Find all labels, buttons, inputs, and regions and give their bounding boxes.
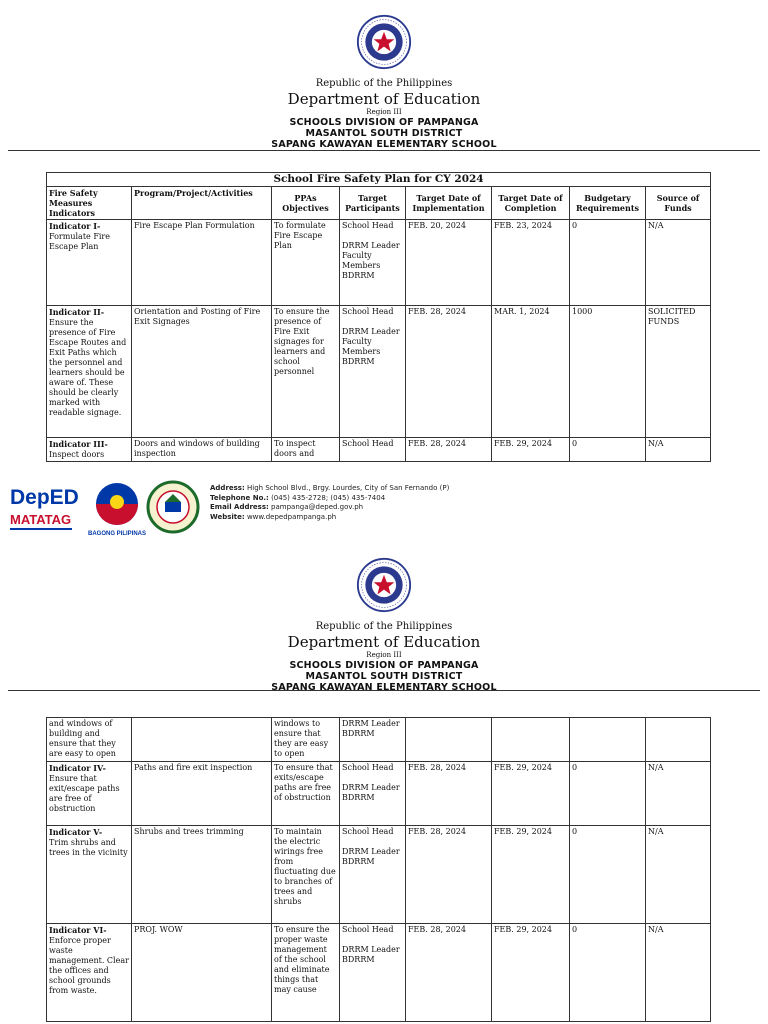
- participants-cell: [340, 924, 406, 1022]
- participant: BDRRM: [342, 729, 375, 738]
- table-row: [47, 924, 711, 1022]
- contact-info: Address: High School Blvd., Brgy. Lourdes, City of San Fernando (P) Telephone No.: (045) 435-2728; (045) 435-7404 Email Address: pampanga@deped.gov.ph Website: www.depedpampanga.ph: [210, 484, 450, 521]
- indicator-cell: [47, 762, 132, 826]
- budget-cell: 0: [570, 924, 646, 1022]
- implementation-date-cell: FEB. 28, 2024: [406, 826, 492, 924]
- participant: DRRM Leader: [342, 945, 400, 954]
- participant: Faculty Members: [342, 337, 381, 356]
- participant: BDRRM: [342, 857, 375, 866]
- source-of-funds-cell: N/A: [646, 826, 711, 924]
- participants-cell: [340, 438, 406, 462]
- column-header: Fire Safety Measures Indicators: [47, 187, 132, 220]
- indicator-text: Ensure the presence of Fire Escape Routes and Exit Paths which the personnel and learners should be aware of. These should be clearly marked with readable signage.: [49, 318, 127, 417]
- address-text: High School Blvd., Brgy. Lourdes, City of San Fernando (P): [247, 484, 450, 492]
- region-text: Region III: [366, 108, 402, 116]
- column-header: Source of Funds: [646, 187, 711, 220]
- indicator-label: Indicator V-: [49, 827, 103, 837]
- completion-date-cell: MAR. 1, 2024: [492, 306, 570, 438]
- indicator-text: Formulate Fire Escape Plan: [49, 232, 110, 251]
- column-header: Program/Project/Activities: [132, 187, 272, 220]
- division-text: SCHOOLS DIVISION OF PAMPANGA: [289, 117, 479, 128]
- source-of-funds-cell: [646, 718, 711, 762]
- participant: DRRM Leader: [342, 241, 400, 250]
- indicator-cell: [47, 826, 132, 924]
- participant: School Head: [342, 925, 394, 934]
- budget-cell: 0: [570, 438, 646, 462]
- objective-cell: To inspect doors and: [272, 438, 340, 462]
- indicator-label: Indicator IV-: [49, 763, 106, 773]
- participant: DRRM Leader: [342, 783, 400, 792]
- table-title: School Fire Safety Plan for CY 2024: [47, 173, 711, 187]
- source-of-funds-cell: N/A: [646, 220, 711, 306]
- indicator-cell: [47, 924, 132, 1022]
- implementation-date-cell: FEB. 28, 2024: [406, 924, 492, 1022]
- participants-cell: [340, 306, 406, 438]
- district-text: MASANTOL SOUTH DISTRICT: [305, 128, 463, 139]
- implementation-date-cell: FEB. 20, 2024: [406, 220, 492, 306]
- implementation-date-cell: FEB. 28, 2024: [406, 306, 492, 438]
- division-text: SCHOOLS DIVISION OF PAMPANGA: [289, 660, 479, 671]
- indicator-label: Indicator III-: [49, 439, 108, 449]
- participant: BDRRM: [342, 357, 375, 366]
- participant: DRRM Leader: [342, 327, 400, 336]
- fire-safety-plan-table-continued: [46, 717, 711, 1022]
- table-body: [47, 718, 711, 1022]
- telephone-text: (045) 435-2728; (045) 435-7404: [271, 493, 386, 502]
- source-of-funds-cell: N/A: [646, 438, 711, 462]
- footer: [8, 478, 758, 538]
- participant: Faculty Members: [342, 251, 381, 270]
- indicator-cell: [47, 718, 132, 762]
- website-link[interactable]: www.depedpampanga.ph: [246, 512, 337, 521]
- header-divider: [8, 150, 760, 151]
- participant: DRRM Leader: [342, 847, 400, 856]
- participant: BDRRM: [342, 793, 375, 802]
- table-title-row: [47, 173, 711, 187]
- region-text: Region III: [366, 651, 402, 659]
- header-divider: [8, 690, 760, 691]
- indicator-text: Enforce proper waste management. Clear the offices and school grounds from waste.: [49, 936, 129, 995]
- svg-text:MATATAG: MATATAG: [10, 512, 72, 527]
- objective-cell: windows to ensure that they are easy to open: [272, 718, 340, 762]
- indicator-text: and windows of building and ensure that they are easy to open: [49, 719, 116, 758]
- table-header-row: [47, 187, 711, 220]
- email-link[interactable]: pampanga@deped.gov.ph: [271, 503, 364, 511]
- participant: BDRRM: [342, 271, 375, 280]
- deped-seal-icon: [356, 14, 412, 70]
- department-title: Department of Education: [287, 90, 481, 108]
- participant: BDRRM: [342, 955, 375, 964]
- column-header: Target Participants: [340, 187, 406, 220]
- program-cell: Doors and windows of building inspection: [132, 438, 272, 462]
- budget-cell: 0: [570, 826, 646, 924]
- republic-text: Republic of the Philippines: [315, 78, 453, 89]
- program-cell: Orientation and Posting of Fire Exit Signages: [132, 306, 272, 438]
- budget-cell: 1000: [570, 306, 646, 438]
- source-of-funds-cell: N/A: [646, 924, 711, 1022]
- indicator-cell: [47, 220, 132, 306]
- implementation-date-cell: FEB. 28, 2024: [406, 762, 492, 826]
- program-cell: PROJ. WOW: [132, 924, 272, 1022]
- letterhead: [0, 0, 768, 150]
- participant: School Head: [342, 307, 394, 316]
- participant: School Head: [342, 763, 394, 772]
- republic-text: Republic of the Philippines: [315, 621, 453, 632]
- source-of-funds-cell: N/A: [646, 762, 711, 826]
- indicator-label: Indicator II-: [49, 307, 105, 317]
- indicator-cell: [47, 306, 132, 438]
- implementation-date-cell: [406, 718, 492, 762]
- school-name: SAPANG KAWAYAN ELEMENTARY SCHOOL: [271, 139, 497, 150]
- table-row: [47, 762, 711, 826]
- completion-date-cell: FEB. 23, 2024: [492, 220, 570, 306]
- objective-cell: To formulate Fire Escape Plan: [272, 220, 340, 306]
- svg-text:BAGONG PILIPINAS: BAGONG PILIPINAS: [88, 531, 146, 537]
- participant: School Head: [342, 827, 394, 836]
- completion-date-cell: FEB. 29, 2024: [492, 762, 570, 826]
- table-row: [47, 718, 711, 762]
- table-row: [47, 220, 711, 306]
- participant: School Head: [342, 221, 394, 230]
- district-text: MASANTOL SOUTH DISTRICT: [305, 671, 463, 682]
- budget-cell: 0: [570, 220, 646, 306]
- indicator-label: Indicator VI-: [49, 925, 107, 935]
- indicator-cell: [47, 438, 132, 462]
- objective-cell: To ensure that exits/escape paths are free of obstruction: [272, 762, 340, 826]
- objective-cell: To maintain the electric wirings free from fluctuating due to branches of trees and shrubs: [272, 826, 340, 924]
- table-row: [47, 826, 711, 924]
- budget-cell: 0: [570, 762, 646, 826]
- participants-cell: [340, 220, 406, 306]
- table-body: [47, 220, 711, 462]
- budget-cell: [570, 718, 646, 762]
- table-row: [47, 306, 711, 438]
- program-cell: Paths and fire exit inspection: [132, 762, 272, 826]
- completion-date-cell: FEB. 29, 2024: [492, 826, 570, 924]
- indicator-text: Inspect doors: [49, 450, 105, 459]
- deped-seal-icon: [356, 557, 412, 613]
- school-name: SAPANG KAWAYAN ELEMENTARY SCHOOL: [271, 682, 497, 693]
- participants-cell: [340, 826, 406, 924]
- bagong-pilipinas-logo-icon: [88, 480, 146, 538]
- column-header: Target Date of Completion: [492, 187, 570, 220]
- objective-cell: To ensure the presence of Fire Exit signages for learners and school personnel: [272, 306, 340, 438]
- participants-cell: [340, 762, 406, 826]
- indicator-label: Indicator I-: [49, 221, 101, 231]
- source-of-funds-cell: SOLICITED FUNDS: [646, 306, 711, 438]
- column-header: PPAs Objectives: [272, 187, 340, 220]
- program-cell: Fire Escape Plan Formulation: [132, 220, 272, 306]
- document-page-2: [0, 545, 768, 1024]
- letterhead: [0, 545, 768, 693]
- fire-safety-plan-table: [46, 172, 711, 462]
- completion-date-cell: [492, 718, 570, 762]
- implementation-date-cell: FEB. 28, 2024: [406, 438, 492, 462]
- objective-cell: To ensure the proper waste management of the school and eliminate things that may cause: [272, 924, 340, 1022]
- column-header: Target Date of Implementation: [406, 187, 492, 220]
- table-row: [47, 438, 711, 462]
- column-header: Budgetary Requirements: [570, 187, 646, 220]
- deped-matatag-logo-icon: [8, 482, 80, 534]
- completion-date-cell: FEB. 29, 2024: [492, 924, 570, 1022]
- completion-date-cell: FEB. 29, 2024: [492, 438, 570, 462]
- indicator-text: Ensure that exit/escape paths are free of obstruction: [49, 774, 120, 813]
- department-title: Department of Education: [287, 633, 481, 651]
- program-cell: [132, 718, 272, 762]
- indicator-text: Trim shrubs and trees in the vicinity: [49, 838, 128, 857]
- participants-cell: [340, 718, 406, 762]
- participant: School Head: [342, 439, 394, 448]
- division-seal-icon: [146, 480, 200, 534]
- participant: DRRM Leader: [342, 719, 400, 728]
- program-cell: Shrubs and trees trimming: [132, 826, 272, 924]
- svg-text:DepED: DepED: [10, 486, 79, 509]
